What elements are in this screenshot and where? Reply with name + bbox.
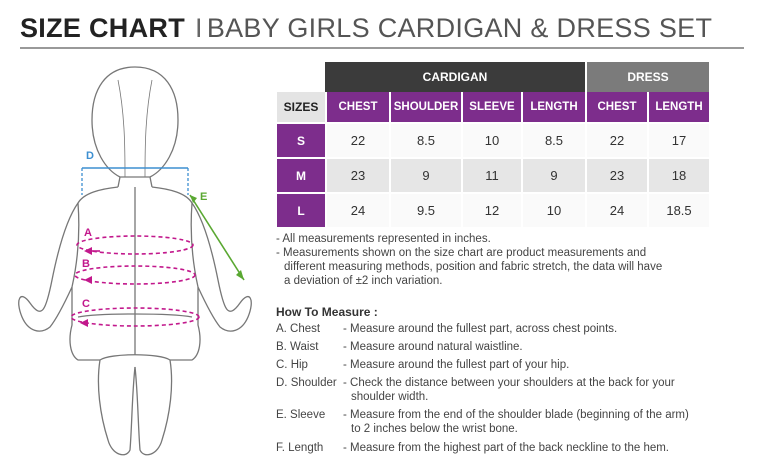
table-cell: 18 <box>647 159 709 194</box>
measure-label: C. Hip <box>276 359 308 371</box>
table-cell: 9 <box>389 159 461 194</box>
measurement-notes <box>276 232 746 288</box>
group-blank <box>277 62 325 92</box>
label-e: E <box>200 191 208 203</box>
measure-desc: - Measure around the fullest part, across chest points. <box>343 323 618 335</box>
title-separator: I <box>195 13 203 43</box>
measure-label: E. Sleeve <box>276 409 326 421</box>
table-cell: 10 <box>461 124 521 159</box>
measure-desc: - Measure from the end of the shoulder blade (beginning of the arm) <box>343 409 689 421</box>
sleeve-measure-line <box>190 195 244 280</box>
size-label: M <box>277 159 325 194</box>
note-line: a deviation of ±2 inch variation. <box>284 275 443 287</box>
table-cell: 11 <box>461 159 521 194</box>
table-cell: 24 <box>585 194 647 229</box>
title-bold: SIZE CHART <box>20 13 185 43</box>
measure-label: B. Waist <box>276 341 319 353</box>
title-divider <box>20 47 744 49</box>
table-row <box>277 124 709 159</box>
size-label: S <box>277 124 325 159</box>
table-cell: 22 <box>325 124 389 159</box>
col-cardigan-sleeve: SLEEVE <box>461 92 521 124</box>
table-cell: 8.5 <box>521 124 585 159</box>
table-cell: 17 <box>647 124 709 159</box>
table-row <box>277 194 709 229</box>
table-cell: 12 <box>461 194 521 229</box>
label-a: A <box>84 227 92 239</box>
size-chart-table <box>277 62 709 229</box>
measure-desc: - Measure around the fullest part of your hip. <box>343 359 570 371</box>
table-cell: 22 <box>585 124 647 159</box>
table-cell: 24 <box>325 194 389 229</box>
note-line: different measuring methods, position and fabric stretch, the data will have <box>284 261 663 273</box>
table-row <box>277 159 709 194</box>
measure-desc-cont: shoulder width. <box>351 391 429 403</box>
measure-desc: - Measure from the highest part of the back neckline to the hem. <box>343 442 670 454</box>
table-cell: 23 <box>325 159 389 194</box>
measure-label: F. Length <box>276 442 324 454</box>
group-dress: DRESS <box>585 62 709 92</box>
table-cell: 9 <box>521 159 585 194</box>
col-cardigan-shoulder: SHOULDER <box>389 92 461 124</box>
table-cell: 9.5 <box>389 194 461 229</box>
col-cardigan-length: LENGTH <box>521 92 585 124</box>
sizes-header: SIZES <box>277 92 325 124</box>
measure-desc: - Measure around natural waistline. <box>343 341 523 353</box>
size-label: L <box>277 194 325 229</box>
column-header-row <box>277 92 709 124</box>
table-cell: 23 <box>585 159 647 194</box>
group-header-row <box>277 62 709 92</box>
measure-desc: - Check the distance between your shoulders at the back for your <box>343 377 675 389</box>
col-cardigan-chest: CHEST <box>325 92 389 124</box>
note-line: - Measurements shown on the size chart are product measurements and <box>276 247 647 259</box>
how-to-measure-title: How To Measure : <box>276 305 378 319</box>
table-cell: 10 <box>521 194 585 229</box>
baby-figure-diagram <box>0 55 270 470</box>
measure-label: D. Shoulder <box>276 377 337 389</box>
figure-outline <box>19 67 252 455</box>
group-cardigan: CARDIGAN <box>325 62 585 92</box>
col-dress-chest: CHEST <box>585 92 647 124</box>
page-title <box>20 10 712 46</box>
label-d: D <box>86 150 94 162</box>
label-b: B <box>82 258 90 270</box>
table-cell: 8.5 <box>389 124 461 159</box>
note-line: - All measurements represented in inches. <box>276 233 491 245</box>
title-subtitle: BABY GIRLS CARDIGAN & DRESS SET <box>206 13 713 43</box>
table-cell: 18.5 <box>647 194 709 229</box>
label-c: C <box>82 298 90 310</box>
measure-desc-cont: to 2 inches below the wrist bone. <box>351 423 518 435</box>
col-dress-length: LENGTH <box>647 92 709 124</box>
measure-label: A. Chest <box>276 323 321 335</box>
